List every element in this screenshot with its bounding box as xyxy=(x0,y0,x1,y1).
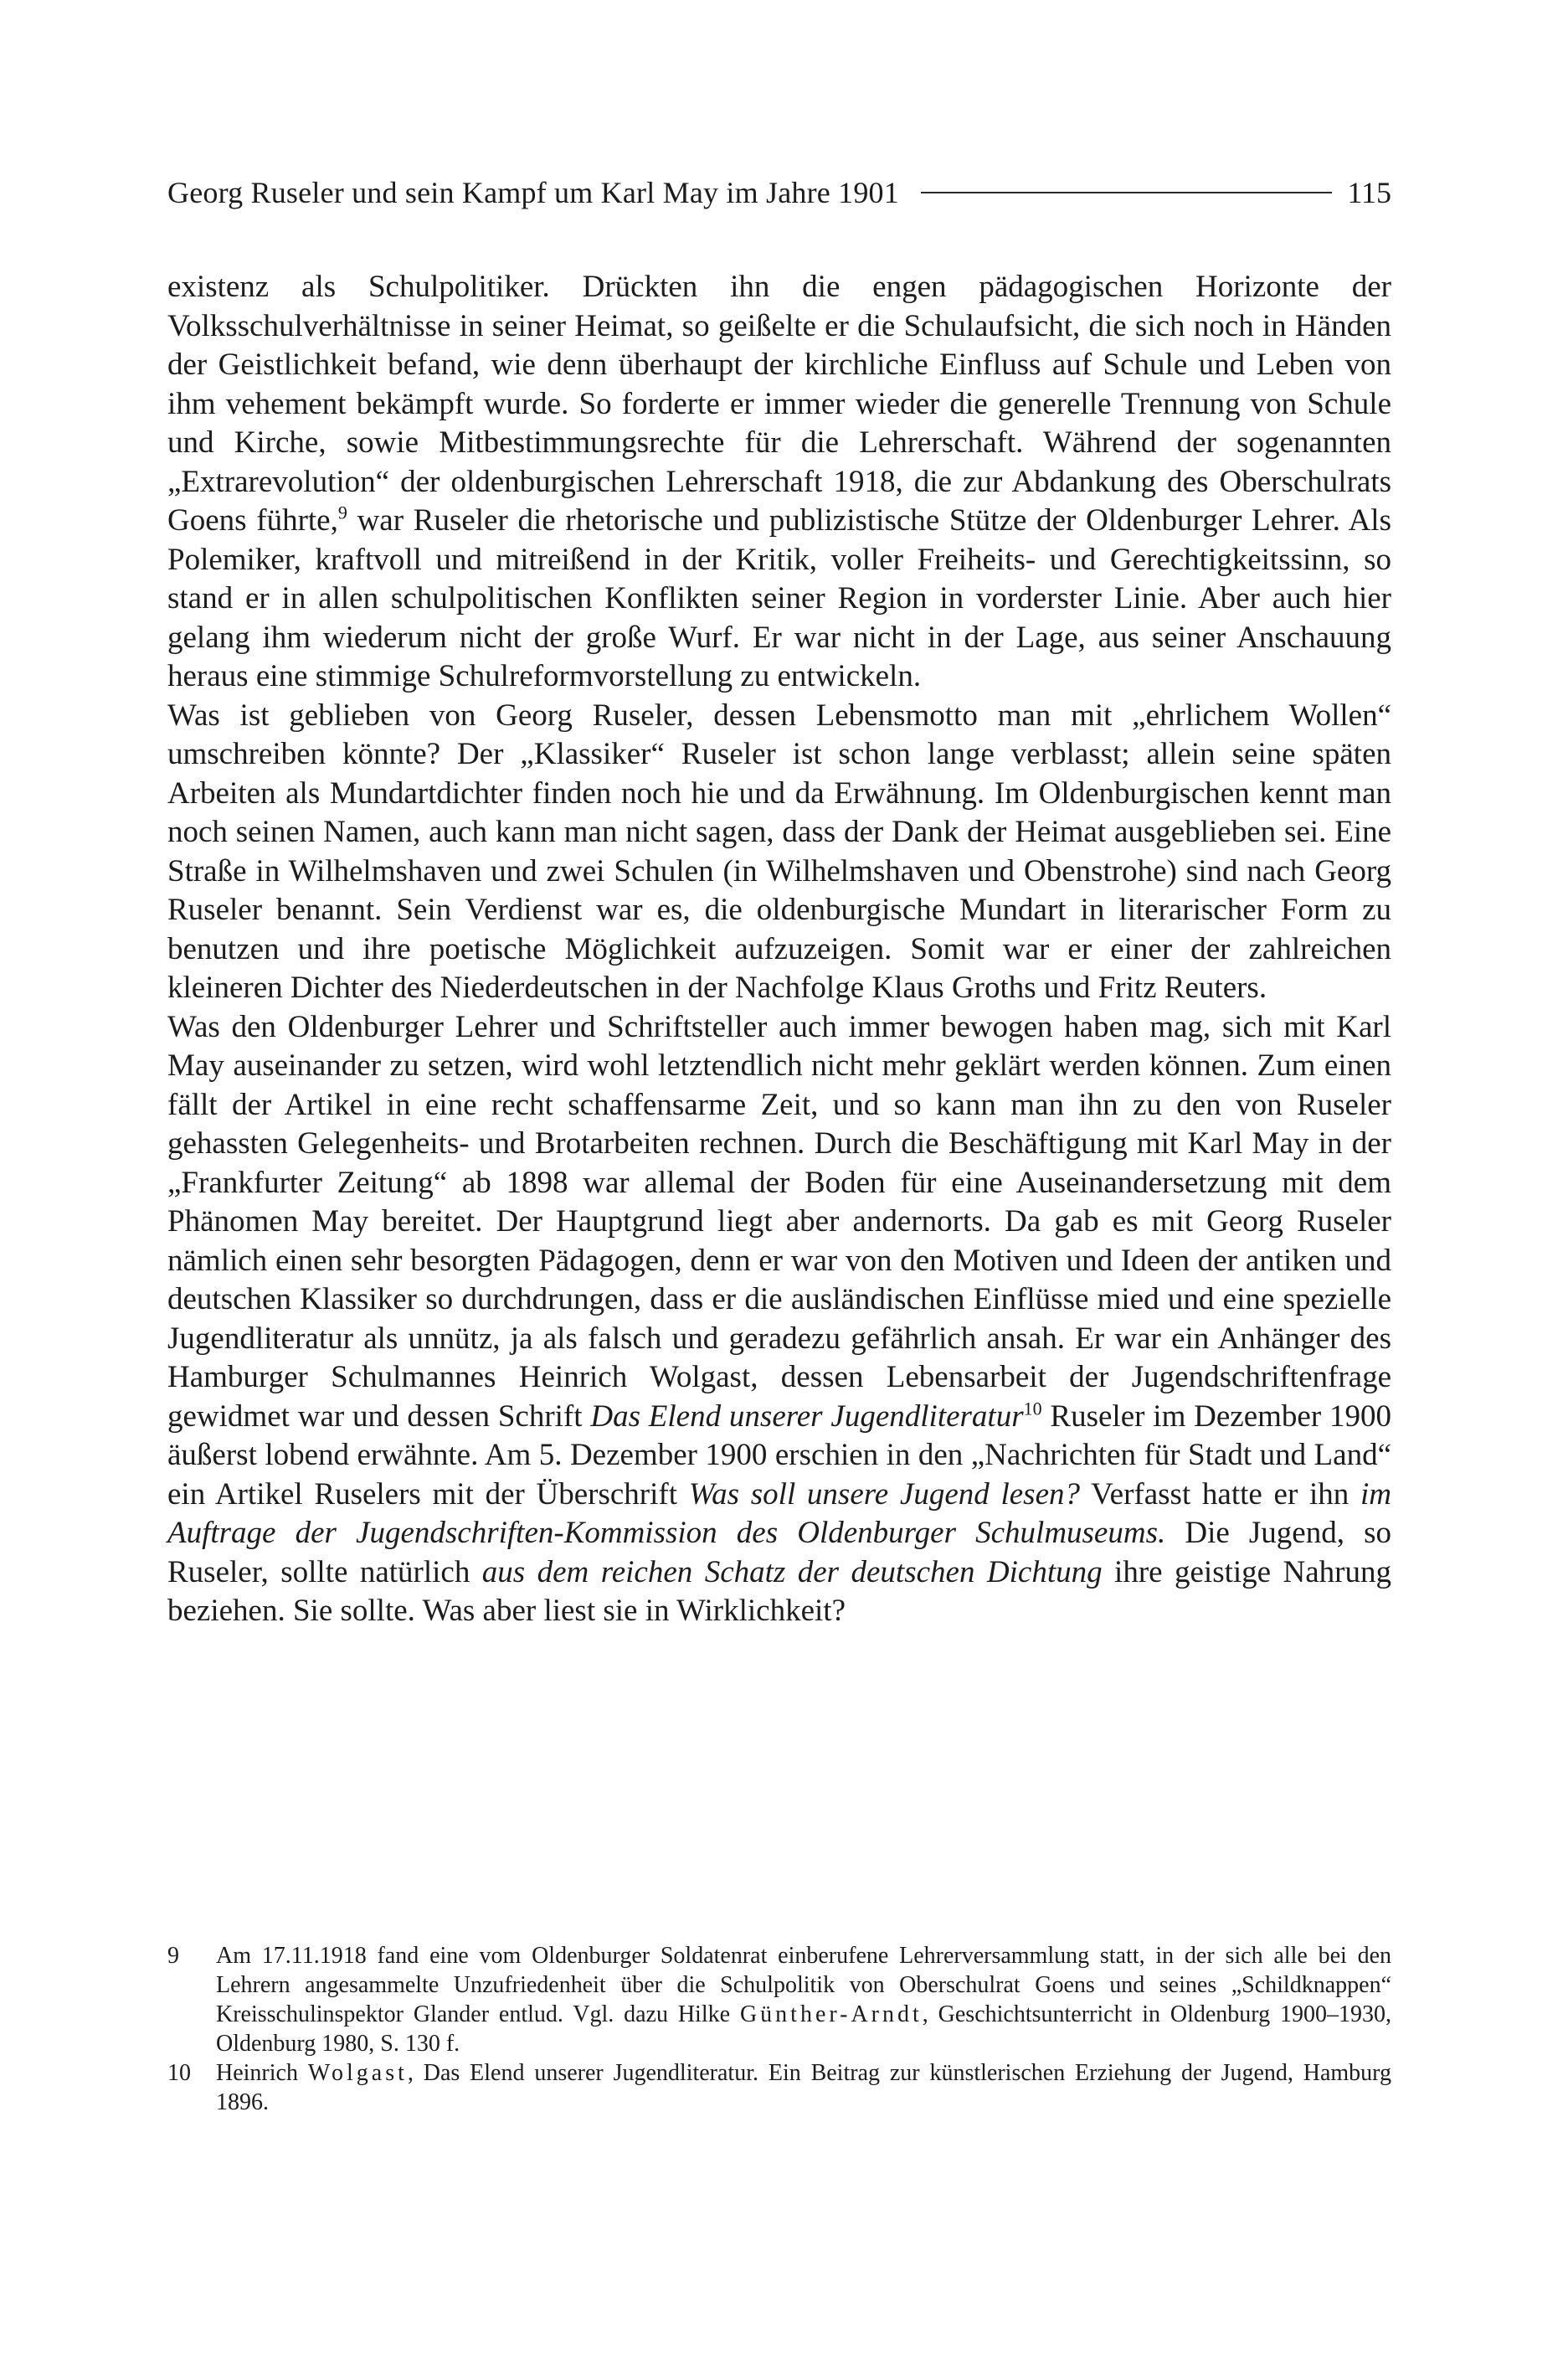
footnote-text: Am 17.11.1918 fand eine vom Oldenburger Soldatenrat einberufene Lehrerversammlung statt, in der sich alle bei den Lehrern angesammelte Unzufriedenheit über die Schulpolitik von Oberschulrat Goens und seines „Schildknappen“ Kreisschulinspektor Glander entlud. Vgl. dazu Hilke Günther-Arndt, Geschichtsunterricht in Oldenburg 1900–1930, Oldenburg 1980, S. 130 f. xyxy=(216,1943,1391,2057)
italic-phrase: im Auftrage der Jugendschriften-Kommission des Oldenburger Schulmuseums. xyxy=(167,1476,1391,1550)
italic-title: Das Elend unserer Jugendliteratur xyxy=(590,1398,1024,1434)
header-rule xyxy=(921,192,1332,193)
paragraph-1: existenz als Schulpolitiker. Drückten ihn die engen pädagogischen Horizonte der Volksschulverhältnisse in seiner Heimat, so geißelte er die Schulaufsicht, die sich noch in Händen der Geistlichkeit befand, wie denn überhaupt der kirchliche Einfluss auf Schule und Leben von ihm vehement bekämpft wurde. So forderte er immer wieder die generelle Trennung von Schule und Kirche, sowie Mitbestimmungsrechte für die Lehrerschaft. Während der sogenannten „Extrarevolution“ der oldenburgischen Lehrerschaft 1918, die zur Abdankung des Oberschulrats Goens führte,$^9$ war Ruseler die rhetorische und publizistische Stütze der Oldenburger Lehrer. Als Polemiker, kraftvoll und mitreißend in der Kritik, voller Freiheits- und Gerechtigkeitssinn, so stand er in allen schulpolitischen Konflikten seiner Region in vorderster Linie. Aber auch hier gelang ihm wiederum nicht der große Wurf. Er war nicht in der Lage, aus seiner Anschauung heraus eine stimmige Schulreformvorstellung zu entwickeln. xyxy=(167,270,1391,693)
footnote-text: Heinrich Wolgast, Das Elend unserer Jugendliteratur. Ein Beitrag zur künstlerischen Erziehung der Jugend, Hamburg 1896. xyxy=(216,2060,1392,2115)
paragraph-2: Was ist geblieben von Georg Ruseler, dessen Lebensmotto man mit „ehrlichem Wollen“ umschreiben könnte? Der „Klassiker“ Ruseler ist schon lange verblasst; allein seine späten Arbeiten als Mundartdichter finden noch hie und da Erwähnung. Im Oldenburgischen kennt man noch seinen Namen, auch kann man nicht sagen, dass der Dank der Heimat ausgeblieben sei. Eine Straße in Wilhelmshaven und zwei Schulen (in Wilhelmshaven und Obenstrohe) sind nach Georg Ruseler benannt. Sein Verdienst war es, die oldenburgische Mundart in literarischer Form zu benutzen und ihre poetische Möglichkeit aufzuzeigen. Somit war er einer der zahlreichen kleineren Dichter des Niederdeutschen in der Nachfolge Klaus Groths und Fritz Reuters. xyxy=(167,698,1391,1005)
footnote-author: Wolgast xyxy=(307,2060,408,2086)
running-header xyxy=(167,167,1391,218)
running-header-title: Georg Ruseler und sein Kampf um Karl May im Jahre 1901 xyxy=(167,176,899,209)
footnotes xyxy=(167,1941,1391,2117)
paragraph-3: Was den Oldenburger Lehrer und Schriftsteller auch immer bewogen haben mag, sich mit Karl May auseinander zu setzen, wird wohl letztendlich nicht mehr geklärt werden können. Zum einen fällt der Artikel in eine recht schaffensarme Zeit, und so kann man ihn zu den von Ruseler gehassten Gelegenheits- und Brotarbeiten rechnen. Durch die Beschäftigung mit Karl May in der „Frankfurter Zeitung“ ab 1898 war allemal der Boden für eine Auseinandersetzung mit dem Phänomen May bereitet. Der Hauptgrund liegt aber andernorts. Da gab es mit Georg Ruseler nämlich einen sehr besorgten Pädagogen, denn er war von den Motiven und Ideen der antiken und deutschen Klassiker so durchdrungen, dass er die ausländischen Einflüsse mied und eine spezielle Jugendliteratur als unnütz, ja als falsch und geradezu gefährlich ansah. Er war ein Anhänger des Hamburger Schulmannes Heinrich Wolgast, dessen Lebensarbeit der Jugendschriftenfrage gewidmet war und dessen Schrift Das Elend unserer Jugendliteratur$^{10}$ Ruseler im Dezember 1900 äußerst lobend erwähnte. Am 5. Dezember 1900 erschien in den „Nachrichten für Stadt und Land“ ein Artikel Ruselers mit der Überschrift Was soll unsere Jugend lesen? Verfasst hatte er ihn im Auftrage der Jugendschriften-Kommission des Oldenburger Schulmuseums. Die Jugend, so Ruseler, sollte natürlich aus dem reichen Schatz der deutschen Dichtung ihre geistige Nahrung beziehen. Sie sollte. Was aber liest sie in Wirklichkeit? xyxy=(167,1009,1392,1628)
footnote-number: 10 xyxy=(167,2060,191,2086)
page-number: 115 xyxy=(1347,176,1391,209)
body-text xyxy=(167,268,1391,1631)
italic-phrase: aus dem reichen Schatz der deutschen Dichtung xyxy=(481,1554,1103,1589)
footnote-9 xyxy=(167,1941,1391,2058)
italic-title: Was soll unsere Jugend lesen? xyxy=(688,1476,1080,1512)
footnote-10 xyxy=(167,2058,1391,2117)
footnote-author: Günther-Arndt xyxy=(739,2001,923,2027)
footnote-ref-10[interactable]: 10 xyxy=(1023,1398,1042,1419)
footnote-ref-9[interactable]: 9 xyxy=(337,502,347,523)
footnote-number: 9 xyxy=(167,1943,179,1969)
